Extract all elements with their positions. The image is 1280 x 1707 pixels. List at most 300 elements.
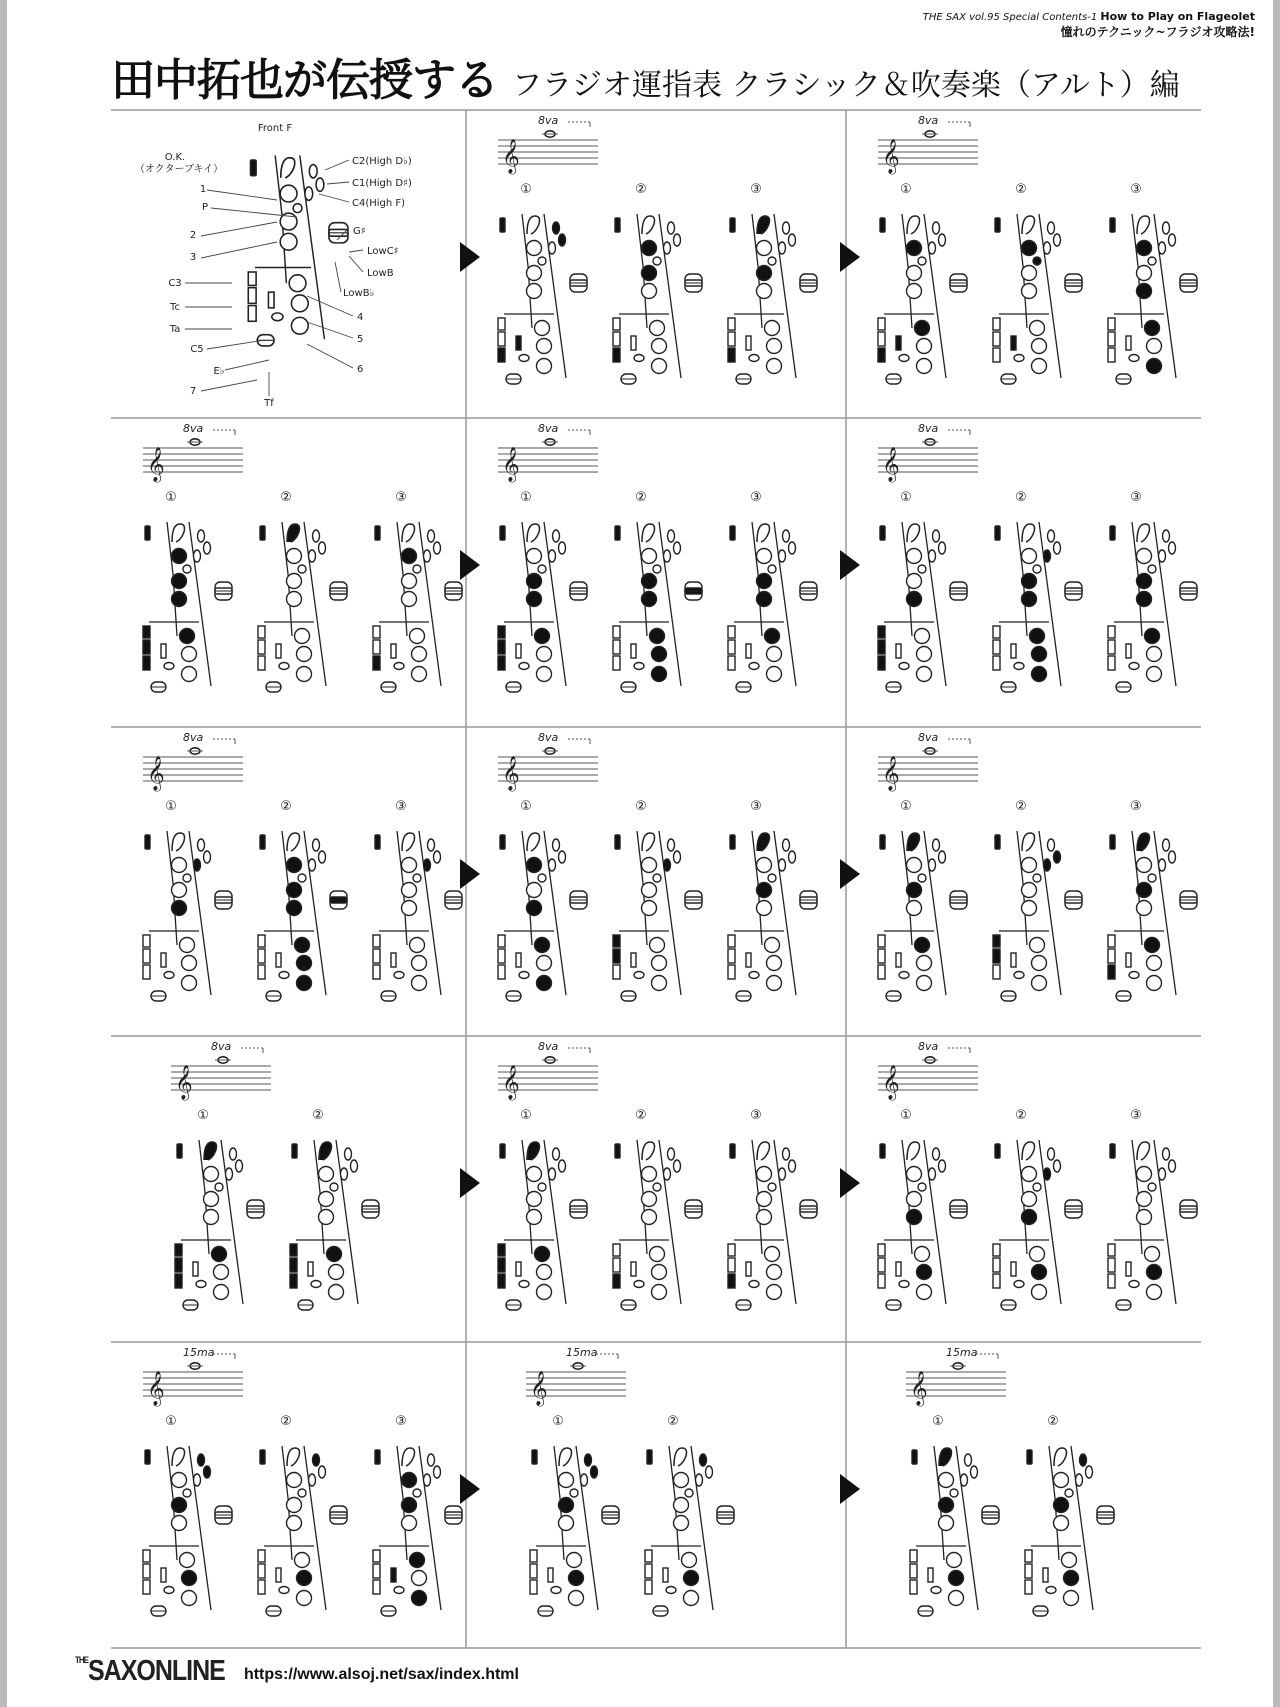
legend-leader-line <box>201 222 277 236</box>
label-tc: Tc <box>170 302 180 313</box>
fingering-diagram <box>143 1446 232 1616</box>
key-5 <box>652 1265 667 1280</box>
side-key-tf <box>516 644 521 658</box>
palm-key-c1 <box>1054 234 1061 246</box>
key-p <box>298 874 306 882</box>
treble-clef: 𝄞 <box>882 139 900 174</box>
side-key-c3 <box>373 626 380 638</box>
key-2 <box>172 574 187 589</box>
key-6 <box>537 359 552 374</box>
side-key-tf <box>268 292 274 308</box>
saxonline-logo[interactable] <box>75 1655 225 1688</box>
key-4 <box>682 1553 697 1568</box>
side-key-tf <box>1011 953 1016 967</box>
key-5 <box>182 647 197 662</box>
octave-key <box>647 1450 652 1464</box>
side-key-tf <box>391 644 396 658</box>
music-staff <box>878 114 978 175</box>
key-4 <box>765 629 780 644</box>
palm-key-c4 <box>424 1474 431 1486</box>
key-c5 <box>1129 1281 1139 1288</box>
palm-key-c4 <box>929 859 936 871</box>
side-key-ta <box>878 348 885 362</box>
palm-key-c4 <box>1044 859 1051 871</box>
side-key-tc <box>910 1564 917 1578</box>
key-1 <box>527 549 542 564</box>
palm-key-c2 <box>553 1148 560 1160</box>
side-key-tc <box>728 640 735 654</box>
legend-leader-line <box>307 322 353 338</box>
palm-key-c2 <box>313 1454 320 1466</box>
side-key-tf <box>1011 644 1016 658</box>
side-key-ta <box>290 1274 297 1288</box>
low-key-cluster <box>329 223 348 243</box>
fingering-number: ② <box>1015 490 1027 505</box>
side-key-tf <box>663 1568 668 1582</box>
palm-key-c4 <box>664 550 671 562</box>
octave-key <box>615 1144 620 1158</box>
fingering-number: ③ <box>750 490 762 505</box>
key-5 <box>917 956 932 971</box>
legend-leader-line <box>207 340 265 349</box>
front-f-key <box>757 524 770 542</box>
front-f-key <box>1137 833 1150 851</box>
treble-clef: 𝄞 <box>882 1065 900 1100</box>
key-c5 <box>899 355 909 362</box>
side-key-tf <box>1011 1262 1016 1276</box>
side-key-ta <box>143 656 150 670</box>
palm-key-c2 <box>783 530 790 542</box>
key-3 <box>287 592 302 607</box>
fingering-cell <box>143 731 462 1001</box>
side-key-c3 <box>498 626 505 638</box>
key-5 <box>684 1571 699 1586</box>
key-4 <box>1145 629 1160 644</box>
key-6 <box>1032 1285 1047 1300</box>
key-1 <box>757 549 772 564</box>
palm-key-c1 <box>351 1160 358 1172</box>
legend-leader-line <box>225 360 269 370</box>
key-3 <box>642 592 657 607</box>
music-staff <box>143 422 243 483</box>
side-key-tf <box>746 1262 751 1276</box>
key-6 <box>767 976 782 991</box>
key-2 <box>1022 1192 1037 1207</box>
palm-key-c4 <box>424 550 431 562</box>
side-key-tc <box>613 332 620 346</box>
fingering-diagram <box>1025 1446 1114 1616</box>
key-6 <box>412 667 427 682</box>
legend-leader-line <box>207 190 277 200</box>
side-key-ta <box>878 1274 885 1288</box>
key-5 <box>917 647 932 662</box>
palm-key-c2 <box>428 839 435 851</box>
palm-key-c4 <box>194 1474 201 1486</box>
palm-key-c4 <box>1159 859 1166 871</box>
side-key-tf <box>276 953 281 967</box>
palm-key-c1 <box>559 234 566 246</box>
fingering-diagram <box>1108 1140 1197 1310</box>
key-6 <box>1147 359 1162 374</box>
palm-key-c1 <box>1054 1160 1061 1172</box>
key-4 <box>650 938 665 953</box>
octave-key <box>260 526 265 540</box>
key-p <box>918 565 926 573</box>
palm-key-c1 <box>319 851 326 863</box>
side-key-c3 <box>613 626 620 638</box>
key-1 <box>642 858 657 873</box>
palm-key-c1 <box>789 1160 796 1172</box>
octave-mark: 15ma <box>946 1346 978 1359</box>
palm-key-c4 <box>779 859 786 871</box>
key-c5 <box>1014 663 1024 670</box>
key-4 <box>1030 629 1045 644</box>
palm-key-c2 <box>428 530 435 542</box>
palm-key-c1 <box>591 1466 598 1478</box>
key-3 <box>642 284 657 299</box>
key-p <box>1148 257 1156 265</box>
front-f-key <box>1022 524 1035 542</box>
key-3 <box>172 592 187 607</box>
key-4 <box>295 629 310 644</box>
low-key-cluster <box>247 1200 264 1218</box>
palm-key-c1 <box>789 542 796 554</box>
low-key-cluster <box>330 582 347 600</box>
key-c5 <box>931 1587 941 1594</box>
front-f-key <box>757 1142 770 1160</box>
side-key-c3 <box>993 318 1000 330</box>
octave-key <box>730 1144 735 1158</box>
key-1 <box>402 1473 417 1488</box>
key-4 <box>410 938 425 953</box>
side-key-tc <box>613 1258 620 1272</box>
key-c5 <box>899 1281 909 1288</box>
key-4 <box>1030 321 1045 336</box>
octave-key <box>995 1144 1000 1158</box>
side-key-tf <box>631 336 636 350</box>
palm-key-c2 <box>700 1454 707 1466</box>
side-key-tc <box>290 1258 297 1272</box>
key-1 <box>674 1473 689 1488</box>
key-2 <box>674 1498 689 1513</box>
fingering-number: ① <box>900 1108 912 1123</box>
key-5 <box>1032 956 1047 971</box>
octave-key <box>145 1450 150 1464</box>
low-key-cluster <box>1180 582 1197 600</box>
key-legend <box>135 123 412 409</box>
key-5 <box>949 1571 964 1586</box>
palm-key-c2 <box>933 839 940 851</box>
side-key-tf <box>746 953 751 967</box>
palm-key-c1 <box>316 178 324 191</box>
palm-key-c2 <box>553 839 560 851</box>
music-staff <box>498 1040 598 1101</box>
key-3 <box>402 901 417 916</box>
key-6 <box>182 1591 197 1606</box>
label-ta: Ta <box>169 324 181 335</box>
key-4 <box>650 1247 665 1262</box>
side-key-ta <box>728 1274 735 1288</box>
side-key-ta <box>498 965 505 979</box>
key-1 <box>907 549 922 564</box>
palm-key-c1 <box>559 851 566 863</box>
key-4 <box>1030 1247 1045 1262</box>
side-key-ta <box>910 1580 917 1594</box>
key-3 <box>939 1516 954 1531</box>
palm-key-c4 <box>341 1168 348 1180</box>
octave-mark: 8va <box>538 114 559 127</box>
side-key-ta <box>1108 656 1115 670</box>
key-c5 <box>394 663 404 670</box>
side-key-tc <box>613 640 620 654</box>
key-5 <box>767 647 782 662</box>
key-6 <box>917 976 932 991</box>
side-key-ta <box>993 1274 1000 1288</box>
fingering-cell <box>460 731 817 1001</box>
key-5 <box>767 1265 782 1280</box>
title-sub: フラジオ運指表 クラシック＆吹奏楽（アルト）編 <box>512 68 1180 103</box>
front-f-key <box>402 833 415 851</box>
key-2 <box>402 883 417 898</box>
palm-key-c1 <box>939 1160 946 1172</box>
footer-url[interactable]: https://www.alsoj.net/sax/index.html <box>243 1666 519 1683</box>
fingering-number: ② <box>280 490 292 505</box>
side-key-tf <box>631 1262 636 1276</box>
fingering-diagram <box>248 156 348 346</box>
palm-key-c4 <box>194 550 201 562</box>
key-1 <box>319 1167 334 1182</box>
treble-clef: 𝄞 <box>502 139 520 174</box>
fingering-cell <box>840 731 1197 1001</box>
key-4 <box>1030 938 1045 953</box>
fingering-diagram <box>1108 214 1197 384</box>
low-key-cluster <box>215 1506 232 1524</box>
front-f-key <box>527 524 540 542</box>
front-f-key <box>1022 1142 1035 1160</box>
key-c5 <box>1129 663 1139 670</box>
key-3 <box>527 592 542 607</box>
front-f-key <box>1137 1142 1150 1160</box>
octave-key <box>375 526 380 540</box>
next-arrow <box>460 1474 480 1504</box>
octave-key <box>995 835 1000 849</box>
side-key-c3 <box>1108 318 1115 330</box>
key-6 <box>412 976 427 991</box>
side-key-tc <box>258 949 265 963</box>
key-4 <box>295 938 310 953</box>
label-key-p: P <box>201 202 209 213</box>
palm-key-c4 <box>1159 550 1166 562</box>
low-key-cluster <box>685 1200 702 1218</box>
palm-key-c1 <box>434 542 441 554</box>
key-5 <box>917 1265 932 1280</box>
side-key-tf <box>1043 1568 1048 1582</box>
fingering-diagram <box>728 831 817 1001</box>
palm-key-c1 <box>789 851 796 863</box>
front-f-key <box>642 524 655 542</box>
key-2 <box>204 1192 219 1207</box>
palm-key-c4 <box>664 242 671 254</box>
next-arrow <box>840 859 860 889</box>
side-key-c3 <box>258 1550 265 1562</box>
palm-key-c4 <box>1044 242 1051 254</box>
key-2 <box>1137 266 1152 281</box>
low-key-cluster <box>570 582 587 600</box>
fingering-diagram <box>728 214 817 384</box>
side-key-c3 <box>530 1550 537 1562</box>
side-key-c3 <box>248 272 256 285</box>
key-3 <box>204 1210 219 1225</box>
key-3 <box>527 284 542 299</box>
key-2 <box>402 1498 417 1513</box>
fingering-number: ② <box>312 1108 324 1123</box>
key-6 <box>652 359 667 374</box>
key-4 <box>915 938 930 953</box>
key-6 <box>1147 667 1162 682</box>
fingering-diagram <box>878 1140 967 1310</box>
legend-leader-line <box>211 208 297 217</box>
fingering-number: ③ <box>750 182 762 197</box>
low-key-cluster <box>362 1200 379 1218</box>
key-5 <box>1147 1265 1162 1280</box>
low-key-cluster <box>950 891 967 909</box>
key-2 <box>287 883 302 898</box>
octave-mark: 8va <box>183 422 204 435</box>
palm-key-c1 <box>559 542 566 554</box>
palm-key-c4 <box>549 550 556 562</box>
key-5 <box>182 1571 197 1586</box>
key-4 <box>180 629 195 644</box>
side-key-ta <box>498 348 505 362</box>
key-2 <box>319 1192 334 1207</box>
side-key-tc <box>613 949 620 963</box>
low-key-cluster <box>685 274 702 292</box>
key-c5 <box>279 972 289 979</box>
front-f-key <box>1054 1448 1067 1466</box>
key-1 <box>1137 549 1152 564</box>
key-2 <box>527 1192 542 1207</box>
fingering-number: ③ <box>1130 799 1142 814</box>
octave-mark: 8va <box>918 1040 939 1053</box>
key-3 <box>907 901 922 916</box>
palm-key-c4 <box>226 1168 233 1180</box>
side-key-tc <box>993 949 1000 963</box>
fingering-diagram <box>373 522 462 692</box>
key-c5 <box>196 1281 206 1288</box>
key-6 <box>537 976 552 991</box>
fingering-diagram <box>1108 831 1197 1001</box>
fingering-number: ② <box>635 182 647 197</box>
key-1 <box>642 1167 657 1182</box>
octave-key <box>1110 526 1115 540</box>
octave-key <box>375 1450 380 1464</box>
octave-key <box>145 835 150 849</box>
fingering-cell <box>460 1346 734 1616</box>
key-c5 <box>899 972 909 979</box>
palm-key-c2 <box>933 530 940 542</box>
key-1 <box>402 549 417 564</box>
key-5 <box>537 956 552 971</box>
octave-key <box>615 218 620 232</box>
fingering-diagram <box>498 831 587 1001</box>
side-key-ta <box>993 656 1000 670</box>
key-5 <box>291 295 308 312</box>
side-key-ta <box>498 656 505 670</box>
palm-key-c4 <box>424 859 431 871</box>
front-f-key <box>527 1142 540 1160</box>
key-3 <box>757 284 772 299</box>
side-key-tf <box>161 1568 166 1582</box>
fingering-cell <box>143 422 462 692</box>
key-3 <box>1022 1210 1037 1225</box>
side-key-tf <box>391 1568 396 1582</box>
key-1 <box>559 1473 574 1488</box>
palm-key-c2 <box>309 164 317 177</box>
side-key-ta <box>1025 1580 1032 1594</box>
front-f-key <box>172 833 185 851</box>
key-2 <box>907 266 922 281</box>
palm-key-c2 <box>668 222 675 234</box>
side-key-ta <box>498 1274 505 1288</box>
side-key-tf <box>1126 953 1131 967</box>
side-key-tc <box>878 332 885 346</box>
key-c5 <box>164 1587 174 1594</box>
fingering-number: ② <box>280 1414 292 1429</box>
key-6 <box>214 1285 229 1300</box>
key-6 <box>297 1591 312 1606</box>
octave-key <box>880 1144 885 1158</box>
key-6 <box>652 1285 667 1300</box>
palm-key-c4 <box>929 242 936 254</box>
side-key-ta <box>373 656 380 670</box>
front-f-key <box>1137 524 1150 542</box>
side-key-ta <box>373 965 380 979</box>
key-p <box>1033 874 1041 882</box>
key-4 <box>410 629 425 644</box>
key-p <box>653 1183 661 1191</box>
key-6 <box>767 667 782 682</box>
key-3 <box>1054 1516 1069 1531</box>
side-key-tc <box>645 1564 652 1578</box>
fingering-diagram <box>728 522 817 692</box>
front-f-key <box>172 524 185 542</box>
palm-key-c2 <box>965 1454 972 1466</box>
legend-leader-line <box>335 262 341 292</box>
label-ok: O.K. <box>164 152 186 163</box>
side-key-ta <box>258 1580 265 1594</box>
octave-key <box>615 835 620 849</box>
key-2 <box>287 1498 302 1513</box>
side-key-tc <box>175 1258 182 1272</box>
front-f-key <box>907 216 920 234</box>
key-c5 <box>634 972 644 979</box>
key-2 <box>757 266 772 281</box>
key-3 <box>402 592 417 607</box>
palm-key-c4 <box>929 550 936 562</box>
key-p <box>653 874 661 882</box>
key-1 <box>757 241 772 256</box>
palm-key-c1 <box>674 1160 681 1172</box>
palm-key-c4 <box>1044 1168 1051 1180</box>
fingering-cell <box>460 1040 817 1310</box>
fingering-diagram <box>373 831 462 1001</box>
key-4 <box>650 321 665 336</box>
key-4 <box>567 1553 582 1568</box>
key-2 <box>757 1192 772 1207</box>
key-c5 <box>519 663 529 670</box>
key-2 <box>1054 1498 1069 1513</box>
front-f-key <box>319 1142 332 1160</box>
